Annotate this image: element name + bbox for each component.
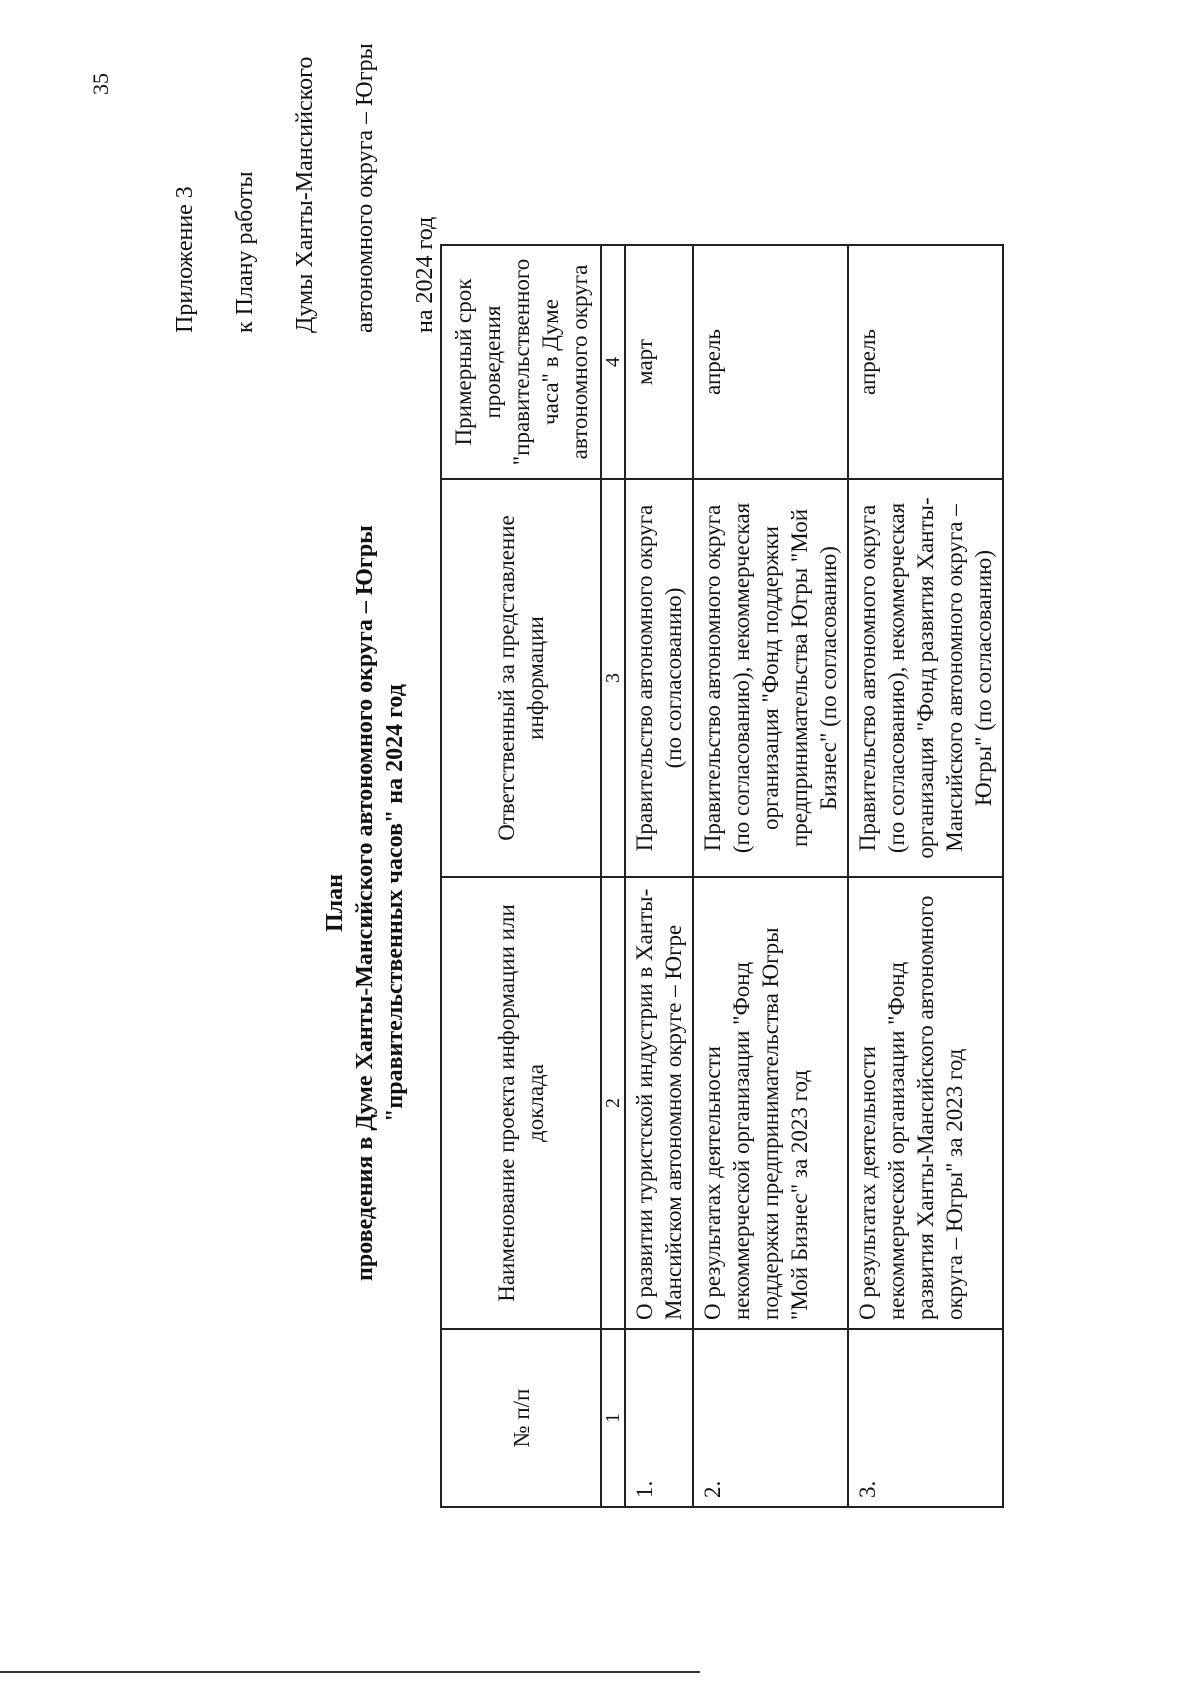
row-number: 2.: [693, 1329, 848, 1507]
column-number: 2: [601, 877, 625, 1329]
appendix-line: к Плану работы: [232, 171, 258, 333]
row-name: О результатах деятельности некоммерческой организации "Фонд поддержки предпринимательства Югры "Мой Бизнес" за 2023 год: [693, 877, 848, 1329]
row-term: апрель: [848, 245, 1003, 479]
table-header-row: [441, 245, 601, 1507]
row-number: 1.: [625, 1329, 693, 1507]
scan-edge-line: [0, 1671, 700, 1673]
page-number: 35: [88, 73, 113, 95]
table-row: [848, 245, 1003, 1507]
row-term: апрель: [693, 245, 848, 479]
row-responsible: Правительство автономного округа (по согласованию), некоммерческая организация "Фонд развития Ханты-Мансийского автономного округа – Югры" (по согласованию): [848, 479, 1003, 877]
title-line-2: проведения в Думе Ханты-Мансийского автономного округа – Югры: [352, 525, 378, 1281]
title-line-1: План: [322, 874, 348, 932]
appendix-line: автономного округа – Югры: [352, 43, 378, 333]
header-term: Примерный срок проведения "правительственного часа" в Думе автономного округа: [441, 245, 601, 479]
header-name: Наименование проекта информации или доклада: [441, 877, 601, 1329]
table-row: [625, 245, 693, 1507]
row-responsible: Правительство автономного округа (по согласованию): [625, 479, 693, 877]
header-responsible: Ответственный за представление информации: [441, 479, 601, 877]
appendix-line: Думы Ханты-Мансийского: [292, 56, 318, 333]
header-num: № п/п: [441, 1329, 601, 1507]
column-number: 4: [601, 245, 625, 479]
row-term: март: [625, 245, 693, 479]
row-number: 3.: [848, 1329, 1003, 1507]
plan-table: [440, 244, 1004, 1508]
title-line-3: "правительственных часов" на 2024 год: [382, 684, 408, 1122]
document-title: [320, 493, 410, 1313]
row-name: О результатах деятельности некоммерческой организации "Фонд развития Ханты-Мансийского автономного округа – Югры" за 2023 год: [848, 877, 1003, 1329]
table-row: [693, 245, 848, 1507]
column-number: 3: [601, 479, 625, 877]
appendix-note: [140, 43, 470, 333]
appendix-line: на 2024 год: [412, 216, 438, 333]
row-responsible: Правительство автономного округа (по согласованию), некоммерческая организация "Фонд поддержки предпринимательства Югры "Мой Бизнес" (по согласованию): [693, 479, 848, 877]
appendix-line: Приложение 3: [172, 186, 198, 333]
column-number-row: [601, 245, 625, 1507]
row-name: О развитии туристской индустрии в Ханты-Мансийском автономном округе – Югре: [625, 877, 693, 1329]
column-number: 1: [601, 1329, 625, 1507]
